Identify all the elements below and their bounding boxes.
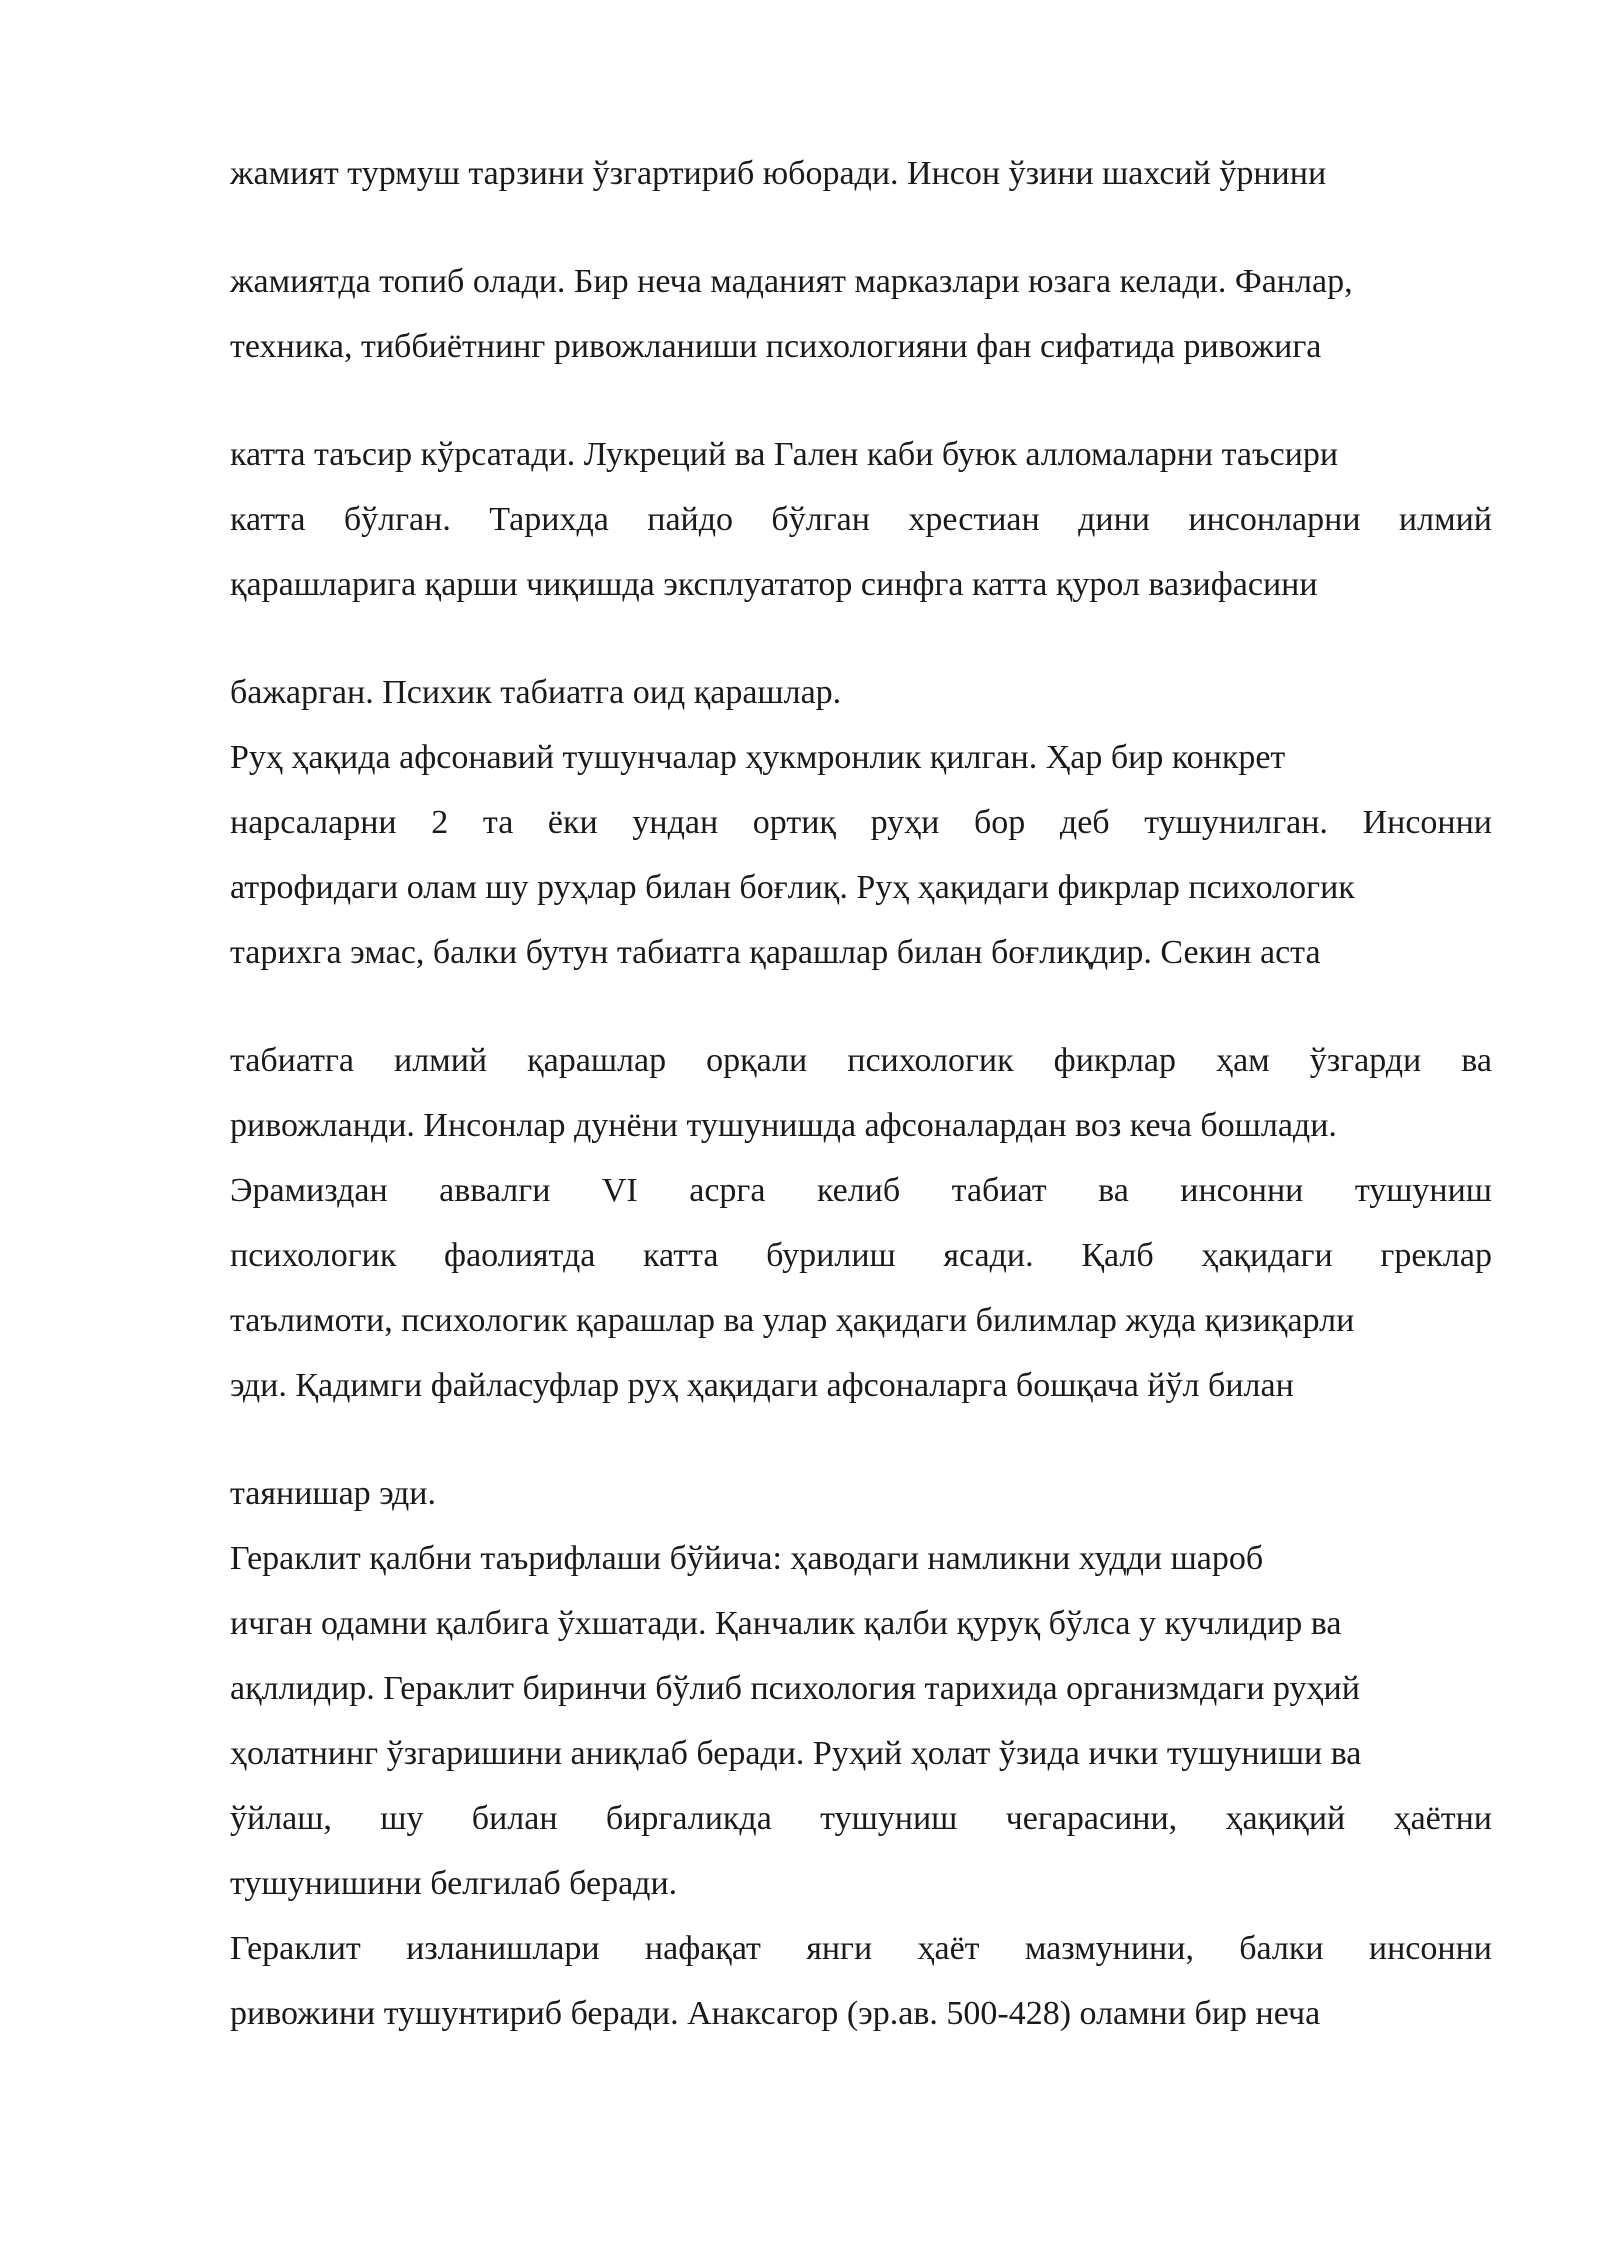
text-line: ривожини тушунтириб беради. Анаксагор (эр.ав. 500-428) оламни бир неча bbox=[230, 1995, 1321, 2032]
text-line: қарашларига қарши чиқишда эксплуататор синфга катта қурол вазифасини bbox=[230, 566, 1318, 603]
text-line: жамият турмуш тарзини ўзгартириб юборади. Инсон ўзини шахсий ўрнини bbox=[230, 155, 1327, 192]
text-line: Гераклит изланишлари нафақат янги ҳаёт мазмунини, балки инсонни bbox=[230, 1930, 1492, 1967]
text-line: бажарган. Психик табиатга оид қарашлар. bbox=[230, 674, 842, 711]
text-line: катта бўлган. Тарихда пайдо бўлган хрестиан дини инсонларни илмий bbox=[230, 501, 1492, 538]
text-line: катта таъсир кўрсатади. Лукреций ва Гален каби буюк алломаларни таъсири bbox=[230, 436, 1339, 473]
text-line: ҳолатнинг ўзгаришини аниқлаб беради. Руҳий ҳолат ўзида ички тушуниши ва bbox=[230, 1735, 1362, 1772]
text-line: таълимоти, психологик қарашлар ва улар ҳақидаги билимлар жуда қизиқарли bbox=[230, 1302, 1355, 1339]
text-line: атрофидаги олам шу руҳлар билан боғлиқ. Руҳ ҳақидаги фикрлар психологик bbox=[230, 869, 1355, 906]
text-line: жамиятда топиб олади. Бир неча маданият марказлари юзага келади. Фанлар, bbox=[230, 263, 1353, 300]
text-line: ичган одамни қалбига ўхшатади. Қанчалик қалби қуруқ бўлса у кучлидир ва bbox=[230, 1605, 1342, 1642]
text-line: ақллидир. Гераклит биринчи бўлиб психология тарихида организмдаги руҳий bbox=[230, 1670, 1360, 1707]
text-line: Эрамиздан аввалги VI асрга келиб табиат ва инсонни тушуниш bbox=[230, 1172, 1492, 1209]
text-line: эди. Қадимги файласуфлар руҳ ҳақидаги афсоналарга бошқача йўл билан bbox=[230, 1367, 1294, 1404]
text-line: нарсаларни 2 та ёки ундан ортиқ руҳи бор деб тушунилган. Инсонни bbox=[230, 804, 1492, 841]
text-line: Руҳ ҳақида афсонавий тушунчалар ҳукмронлик қилган. Ҳар бир конкрет bbox=[230, 739, 1286, 776]
text-line: тушунишини белгилаб беради. bbox=[230, 1865, 678, 1902]
text-line: тарихга эмас, балки бутун табиатга қарашлар билан боғлиқдир. Секин аста bbox=[230, 934, 1321, 971]
text-line: таянишар эди. bbox=[230, 1475, 436, 1512]
text-line: психологик фаолиятда катта бурилиш ясади. Қалб ҳақидаги греклар bbox=[230, 1237, 1492, 1274]
text-line: Гераклит қалбни таърифлаши бўйича: ҳаводаги намликни худди шароб bbox=[230, 1540, 1264, 1577]
body-text bbox=[230, 152, 1492, 2057]
text-line: ўйлаш, шу билан биргаликда тушуниш чегарасини, ҳақиқий ҳаётни bbox=[230, 1800, 1492, 1837]
text-line: техника, тиббиётнинг ривожланиши психологияни фан сифатида ривожига bbox=[230, 328, 1322, 365]
text-line: табиатга илмий қарашлар орқали психологик фикрлар ҳам ўзгарди ва bbox=[230, 1042, 1492, 1079]
text-line: ривожланди. Инсонлар дунёни тушунишда афсоналардан воз кеча бошлади. bbox=[230, 1107, 1337, 1144]
